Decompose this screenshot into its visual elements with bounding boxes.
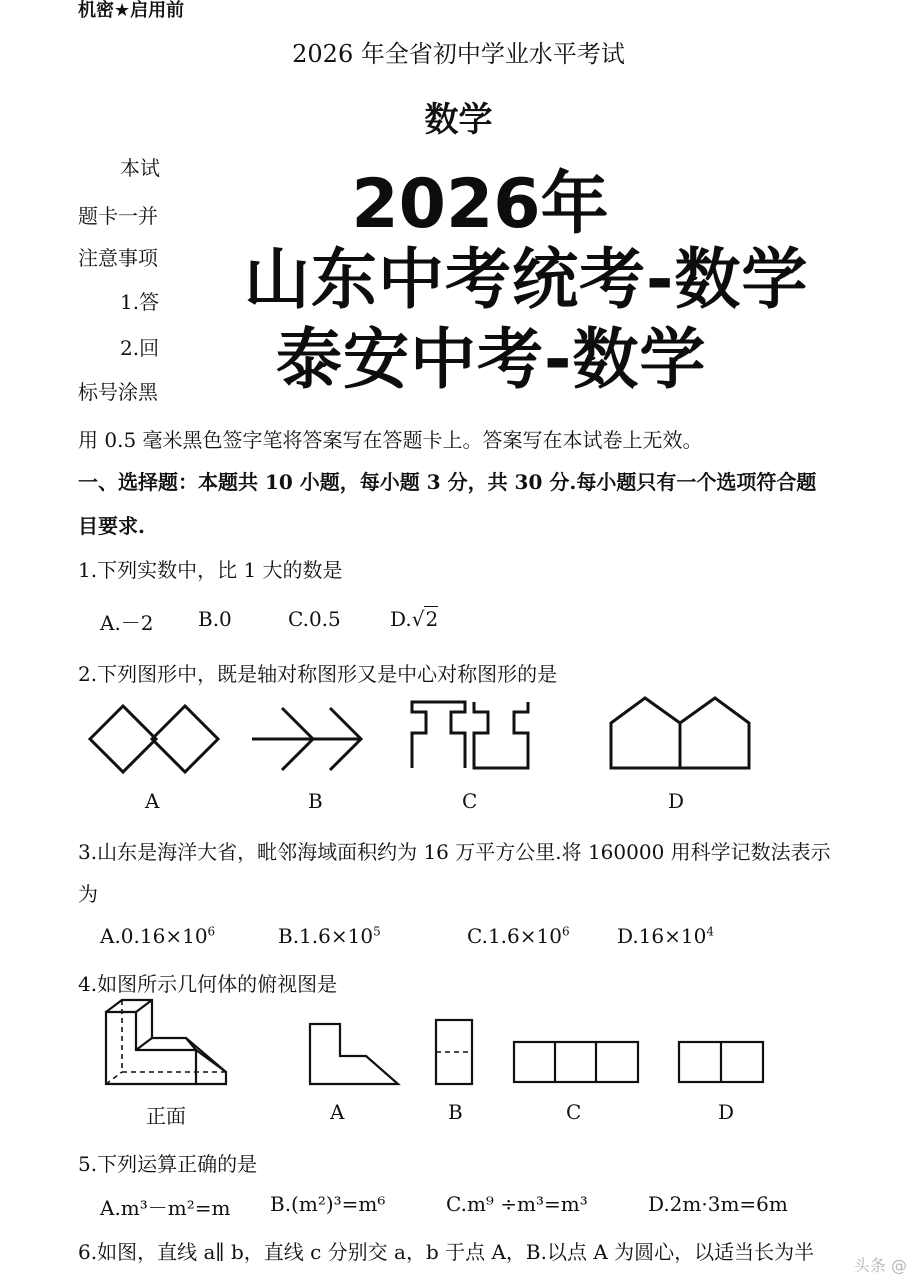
q5-stem: 5.下列运算正确的是 xyxy=(78,1152,258,1176)
q1-option-d-radicand: 2 xyxy=(425,607,439,631)
q4-label-d: D xyxy=(718,1100,735,1124)
q5-option-c: C.m⁹ ÷m³=m³ xyxy=(446,1192,588,1216)
overlay-year: 2026年 xyxy=(351,165,609,244)
q3-option-c-base: C.1.6×10 xyxy=(467,924,562,948)
fragment-1: 本试 xyxy=(120,156,160,180)
q2-label-d: D xyxy=(668,789,685,813)
q2-stem: 2.下列图形中，既是轴对称图形又是中心对称图形的是 xyxy=(78,662,558,686)
q2-label-c: C xyxy=(462,789,478,813)
q3-option-d-base: D.16×10 xyxy=(617,924,707,948)
fragment-3: 注意事项 xyxy=(78,246,158,270)
q3-stem-line2: 为 xyxy=(78,882,98,906)
q4-figure-d xyxy=(679,1042,763,1082)
q1-option-b: B.0 xyxy=(198,607,232,631)
q4-label-a: A xyxy=(330,1100,345,1124)
q4-front-label: 正面 xyxy=(146,1104,186,1128)
q4-solid-figure xyxy=(106,1000,226,1084)
q4-stem: 4.如图所示几何体的俯视图是 xyxy=(78,972,338,996)
instruction-line: 用 0.5 毫米黑色签字笔将答案写在答题卡上。答案写在本试卷上无效。 xyxy=(78,428,703,452)
q3-option-b-exp: 5 xyxy=(373,924,381,939)
q6-stem: 6.如图，直线 a∥ b，直线 c 分别交 a，b 于点 A，B.以点 A 为圆心，以适当长为半 xyxy=(78,1240,815,1264)
q4-figure-b xyxy=(436,1020,472,1084)
fragment-4: 1.答 xyxy=(120,290,160,314)
fragment-2: 题卡一并 xyxy=(78,204,158,228)
q5-option-d: D.2m·3m=6m xyxy=(648,1192,788,1216)
q3-option-c-exp: 6 xyxy=(561,924,570,939)
overlay-line-shandong: 山东中考统考-数学 xyxy=(244,241,809,318)
q2-label-b: B xyxy=(308,789,323,813)
q3-option-a-base: A.0.16×10 xyxy=(100,924,208,948)
q4-label-c: C xyxy=(566,1100,582,1124)
q4-figure-c xyxy=(514,1042,638,1082)
q3-option-d-exp: 4 xyxy=(706,924,714,939)
q3-option-a-exp: 6 xyxy=(207,924,216,939)
q1-option-a: A.－2 xyxy=(100,611,154,635)
subject-title: 数学 xyxy=(424,100,493,140)
fragment-6: 标号涂黑 xyxy=(78,380,158,404)
q3-stem-line1: 3.山东是海洋大省，毗邻海域面积约为 16 万平方公里.将 160000 用科学记数法表示 xyxy=(78,840,831,864)
fragment-5: 2.回 xyxy=(120,336,160,360)
exam-title: 2026 年全省初中学业水平考试 xyxy=(292,40,625,68)
q3-option-b-base: B.1.6×10 xyxy=(278,924,374,948)
q1-option-d-label: D. xyxy=(390,607,412,631)
q5-option-a: A.m³－m²=m xyxy=(100,1196,231,1220)
q5-option-b: B.(m²)³=m⁶ xyxy=(270,1192,386,1216)
confidential-label: 机密★启用前 xyxy=(78,0,185,21)
q4-figure-a xyxy=(310,1024,398,1084)
q1-option-c: C.0.5 xyxy=(288,607,341,631)
watermark: 头条 @ xyxy=(853,1256,907,1275)
q1-stem: 1.下列实数中，比 1 大的数是 xyxy=(78,558,343,582)
section1-line2: 目要求. xyxy=(78,514,145,538)
section1-line1: 一、选择题：本题共 10 小题，每小题 3 分，共 30 分.每小题只有一个选项符合题 xyxy=(78,470,817,494)
sqrt-symbol: √2 xyxy=(411,607,439,631)
q4-label-b: B xyxy=(448,1100,463,1124)
q2-label-a: A xyxy=(145,789,160,813)
overlay-line-taian: 泰安中考-数学 xyxy=(276,321,707,398)
